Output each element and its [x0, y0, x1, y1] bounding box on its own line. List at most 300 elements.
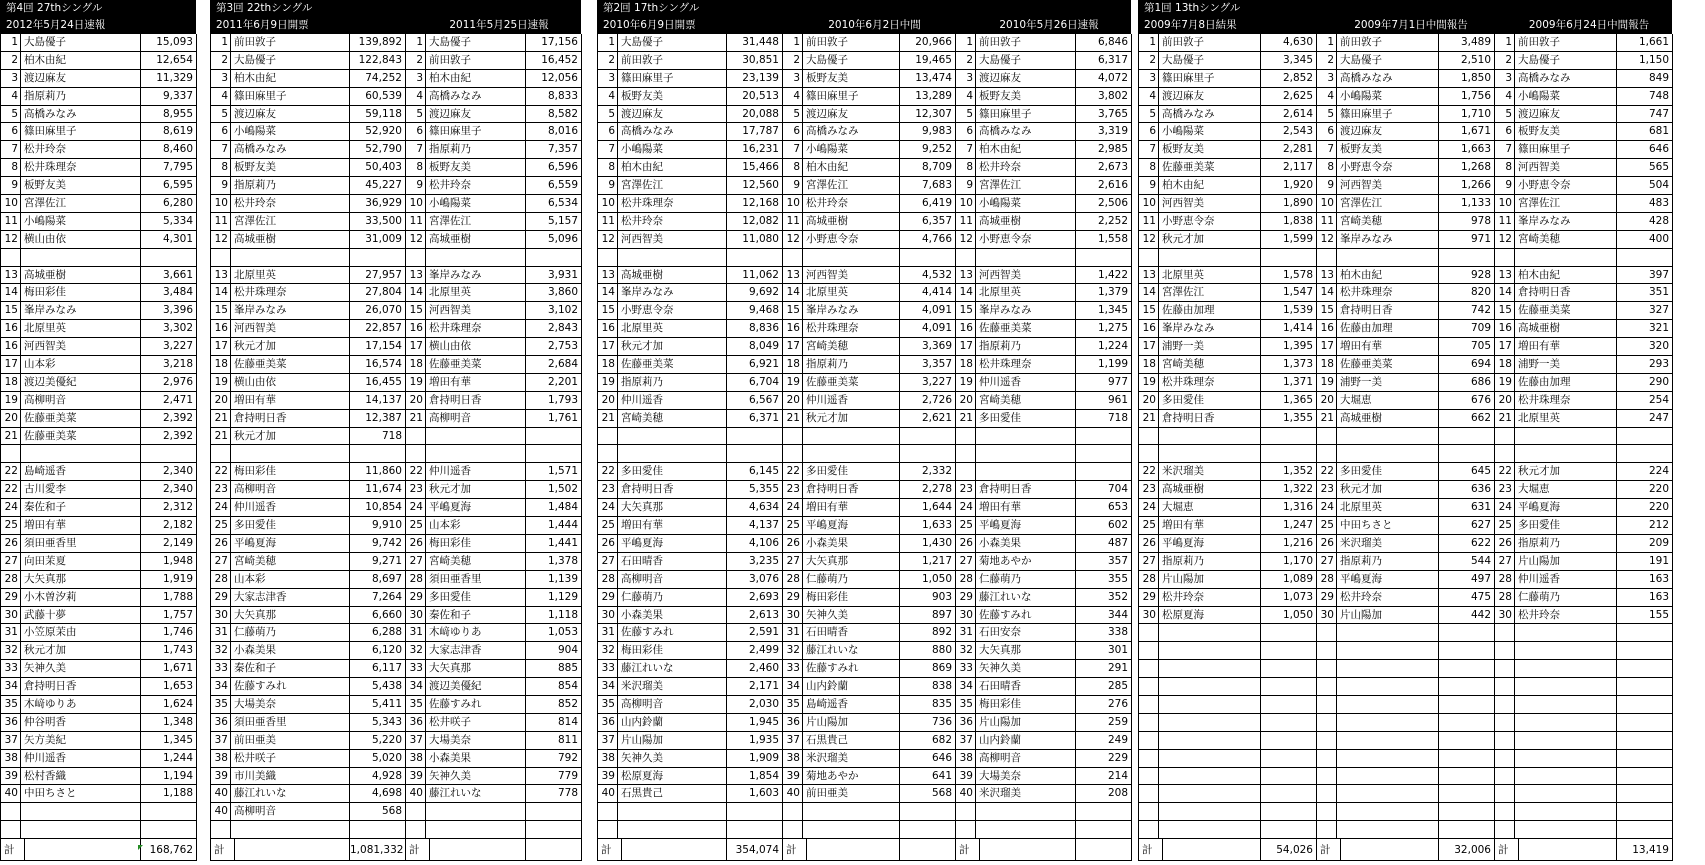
rank-cell: 19	[956, 374, 976, 391]
vote-count-cell: 1,268	[1439, 159, 1495, 176]
vote-count-cell: 6,419	[900, 195, 956, 212]
member-name-cell	[1515, 445, 1617, 462]
rank-cell	[211, 821, 231, 838]
table-row	[406, 267, 582, 285]
table-row	[1, 642, 197, 660]
member-name-cell: 大矢真那	[803, 553, 900, 570]
table-row	[1, 284, 197, 302]
member-name-cell: 河西智美	[426, 302, 526, 319]
vote-count-cell: 9,910	[350, 517, 406, 534]
member-name-cell: 秋元才加	[231, 338, 350, 355]
table-row	[1139, 481, 1317, 499]
rank-cell: 32	[956, 642, 976, 659]
rank-cell: 7	[1, 141, 21, 158]
table-row	[1317, 517, 1495, 535]
member-name-cell: 河西智美	[1337, 177, 1439, 194]
table-row	[211, 320, 406, 338]
table-row	[1, 463, 197, 481]
rank-cell: 26	[1317, 535, 1337, 552]
rank-cell: 22	[211, 463, 231, 480]
member-name-cell	[1337, 696, 1439, 713]
table-row	[211, 338, 406, 356]
rank-cell: 31	[598, 624, 618, 641]
member-name-cell: 島崎遥香	[803, 696, 900, 713]
election-title: 第3回 22thシングル	[216, 2, 313, 14]
rank-cell: 25	[956, 517, 976, 534]
vote-count-cell: 5,334	[141, 213, 197, 230]
member-name-cell: 佐藤亜美菜	[1159, 159, 1261, 176]
total-label: 計	[1139, 839, 1163, 860]
rank-cell	[1495, 249, 1515, 266]
rank-cell: 31	[406, 624, 426, 641]
member-name-cell: 高橋みなみ	[618, 123, 727, 140]
table-row	[1, 141, 197, 159]
vote-count-cell	[1076, 249, 1132, 266]
rank-cell: 12	[1139, 231, 1159, 248]
member-name-cell: 平嶋夏海	[1159, 535, 1261, 552]
table-row	[1139, 177, 1317, 195]
table-row	[598, 481, 783, 499]
table-row	[598, 696, 783, 714]
total-value	[1076, 839, 1132, 860]
rank-cell: 3	[1, 70, 21, 87]
table-row	[406, 177, 582, 195]
member-name-cell: 梅田彩佳	[231, 463, 350, 480]
table-row	[783, 803, 956, 821]
table-row	[1317, 159, 1495, 177]
table-row	[1317, 660, 1495, 678]
rank-cell: 18	[406, 356, 426, 373]
rank-cell: 1	[598, 34, 618, 51]
table-row	[406, 338, 582, 356]
vote-count-cell	[526, 428, 582, 445]
table-row	[598, 428, 783, 446]
member-name-cell: 小嶋陽菜	[803, 141, 900, 158]
member-name-cell: 秋元才加	[231, 428, 350, 445]
member-name-cell: 前田敦子	[1159, 34, 1261, 51]
rank-cell	[1139, 768, 1159, 785]
table-row	[211, 159, 406, 177]
vote-count-cell	[1261, 785, 1317, 802]
rank-cell	[1139, 678, 1159, 695]
rank-cell: 11	[783, 213, 803, 230]
table-row	[211, 785, 406, 803]
vote-count-cell: 6,288	[350, 624, 406, 641]
table-row	[783, 159, 956, 177]
vote-count-cell: 869	[900, 660, 956, 677]
member-name-cell: 渡辺美優紀	[426, 678, 526, 695]
vote-count-cell: 5,438	[350, 678, 406, 695]
rank-cell: 21	[598, 410, 618, 427]
member-name-cell	[1515, 714, 1617, 731]
member-name-cell: 佐藤亜美菜	[1337, 356, 1439, 373]
table-row	[1495, 392, 1673, 410]
table-row	[1, 410, 197, 428]
member-name-cell: 大島優子	[231, 52, 350, 69]
rank-cell	[1317, 732, 1337, 749]
member-name-cell: 片山陽加	[1337, 607, 1439, 624]
table-row	[783, 302, 956, 320]
table-row	[406, 302, 582, 320]
vote-count-cell: 1,663	[1439, 141, 1495, 158]
table-row	[1139, 52, 1317, 70]
member-name-cell: 峯岸みなみ	[803, 302, 900, 319]
rank-cell: 24	[1, 499, 21, 516]
vote-count-cell: 1,118	[526, 607, 582, 624]
table-row	[406, 249, 582, 267]
vote-count-cell: 1,757	[141, 607, 197, 624]
vote-count-cell: 565	[1617, 159, 1673, 176]
member-name-cell: 宮崎美穂	[1159, 356, 1261, 373]
vote-count-cell	[1261, 732, 1317, 749]
vote-count-cell: 977	[1076, 374, 1132, 391]
member-name-cell: 秦佐和子	[21, 499, 141, 516]
member-name-cell: 大島優子	[1515, 52, 1617, 69]
rank-cell: 17	[956, 338, 976, 355]
vote-count-cell: 1,710	[1439, 106, 1495, 123]
table-row	[1139, 141, 1317, 159]
vote-count-cell: 442	[1439, 607, 1495, 624]
member-name-cell: 小嶋陽菜	[1159, 123, 1261, 140]
rank-cell: 15	[1495, 302, 1515, 319]
vote-count-cell: 52,920	[350, 123, 406, 140]
table-row	[406, 535, 582, 553]
member-name-cell: 松井珠理奈	[976, 356, 1076, 373]
member-name-cell: 松井珠理奈	[1337, 284, 1439, 301]
member-name-cell: 石黒貴己	[618, 785, 727, 802]
report-date-bar	[210, 17, 581, 34]
rank-cell: 8	[406, 159, 426, 176]
rank-cell: 9	[783, 177, 803, 194]
vote-count-cell: 1,371	[1261, 374, 1317, 391]
table-row	[1, 803, 197, 821]
rank-cell	[1139, 642, 1159, 659]
table-row	[1317, 589, 1495, 607]
rank-cell: 15	[783, 302, 803, 319]
rank-cell: 2	[956, 52, 976, 69]
table-row	[1139, 428, 1317, 446]
rank-cell: 22	[406, 463, 426, 480]
member-name-cell: 渡辺麻友	[21, 70, 141, 87]
member-name-cell: 佐藤すみれ	[618, 624, 727, 641]
results-column	[406, 34, 582, 861]
member-name-cell: 篠田麻里子	[1515, 141, 1617, 158]
table-row	[1495, 410, 1673, 428]
rank-cell: 4	[1, 88, 21, 105]
rank-cell: 14	[1317, 284, 1337, 301]
member-name-cell: 藤江れいな	[231, 785, 350, 802]
table-row	[211, 535, 406, 553]
vote-count-cell	[1439, 660, 1495, 677]
table-row	[211, 392, 406, 410]
total-spacer	[25, 839, 141, 860]
table-row	[1495, 768, 1673, 786]
table-row	[1139, 123, 1317, 141]
vote-count-cell: 1,244	[141, 750, 197, 767]
vote-count-cell: 3,369	[900, 338, 956, 355]
vote-count-cell: 9,252	[900, 141, 956, 158]
member-name-cell: 仲川遥香	[803, 392, 900, 409]
rank-cell	[1317, 785, 1337, 802]
rank-cell: 22	[598, 463, 618, 480]
member-name-cell: 小嶋陽菜	[426, 195, 526, 212]
member-name-cell: 佐藤すみれ	[976, 607, 1076, 624]
total-row	[1, 839, 197, 861]
rank-cell	[1317, 714, 1337, 731]
vote-count-cell: 2,201	[526, 374, 582, 391]
rank-cell: 16	[783, 320, 803, 337]
vote-count-cell: 16,455	[350, 374, 406, 391]
table-row	[1, 499, 197, 517]
vote-count-cell: 1,129	[526, 589, 582, 606]
rank-cell: 7	[406, 141, 426, 158]
vote-count-cell: 1,854	[727, 768, 783, 785]
vote-count-cell: 6,595	[141, 177, 197, 194]
rank-cell: 11	[956, 213, 976, 230]
table-row	[598, 302, 783, 320]
member-name-cell: 梅田彩佳	[976, 696, 1076, 713]
rank-cell: 12	[956, 231, 976, 248]
results-columns	[597, 34, 1131, 861]
vote-count-cell: 1,050	[900, 571, 956, 588]
member-name-cell: 矢神久美	[976, 660, 1076, 677]
member-name-cell: 米沢瑠美	[1159, 463, 1261, 480]
vote-count-cell: 139,892	[350, 34, 406, 51]
rank-cell: 13	[1317, 267, 1337, 284]
rank-cell: 31	[783, 624, 803, 641]
vote-count-cell: 1,150	[1617, 52, 1673, 69]
rank-cell: 30	[1, 607, 21, 624]
member-name-cell: 中田ちさと	[21, 785, 141, 802]
member-name-cell: 倉持明日香	[1515, 284, 1617, 301]
member-name-cell	[1159, 821, 1261, 838]
vote-count-cell: 1,539	[1261, 302, 1317, 319]
rank-cell: 14	[406, 284, 426, 301]
table-row	[598, 553, 783, 571]
member-name-cell: 矢方美紀	[21, 732, 141, 749]
member-name-cell: 佐藤亜美菜	[1515, 302, 1617, 319]
member-name-cell: 秋元才加	[803, 410, 900, 427]
rank-cell: 10	[1, 195, 21, 212]
rank-cell	[956, 821, 976, 838]
vote-count-cell: 1,217	[900, 553, 956, 570]
table-row	[1139, 445, 1317, 463]
member-name-cell: 仲谷明香	[21, 714, 141, 731]
table-row	[956, 123, 1132, 141]
rank-cell: 4	[1495, 88, 1515, 105]
total-spacer	[1341, 839, 1439, 860]
table-row	[1317, 499, 1495, 517]
total-label: 計	[211, 839, 235, 860]
table-row	[1, 607, 197, 625]
table-row	[1139, 159, 1317, 177]
member-name-cell: 平嶋夏海	[1515, 499, 1617, 516]
rank-cell: 12	[1, 231, 21, 248]
member-name-cell: 山内鈴蘭	[618, 714, 727, 731]
member-name-cell: 渡辺美優紀	[21, 374, 141, 391]
rank-cell	[211, 249, 231, 266]
rank-cell: 27	[1317, 553, 1337, 570]
rank-cell: 34	[598, 678, 618, 695]
table-row	[1495, 52, 1673, 70]
member-name-cell: 松原夏海	[1159, 607, 1261, 624]
table-row	[956, 535, 1132, 553]
member-name-cell: 浦野一美	[1159, 338, 1261, 355]
member-name-cell: 松井玲奈	[1515, 607, 1617, 624]
vote-count-cell: 1,345	[141, 732, 197, 749]
member-name-cell: 指原莉乃	[976, 338, 1076, 355]
table-row	[1139, 517, 1317, 535]
rank-cell	[1139, 249, 1159, 266]
rank-cell: 4	[1139, 88, 1159, 105]
member-name-cell	[1515, 785, 1617, 802]
vote-count-cell	[900, 803, 956, 820]
vote-count-cell: 31,448	[727, 34, 783, 51]
rank-cell: 18	[211, 356, 231, 373]
vote-count-cell: 1,671	[1439, 123, 1495, 140]
rank-cell: 25	[1139, 517, 1159, 534]
table-row	[783, 535, 956, 553]
member-name-cell: 倉持明日香	[803, 481, 900, 498]
member-name-cell: 篠田麻里子	[1337, 106, 1439, 123]
rank-cell: 3	[598, 70, 618, 87]
member-name-cell: 北原里英	[21, 320, 141, 337]
member-name-cell: 木﨑ゆりあ	[21, 696, 141, 713]
table-row	[406, 768, 582, 786]
vote-count-cell: 1,502	[526, 481, 582, 498]
vote-count-cell: 5,096	[526, 231, 582, 248]
rank-cell: 28	[1495, 589, 1515, 606]
member-name-cell: 宮澤佐江	[803, 177, 900, 194]
member-name-cell: 高橋みなみ	[803, 123, 900, 140]
vote-count-cell: 7,357	[526, 141, 582, 158]
rank-cell: 28	[211, 571, 231, 588]
table-row	[956, 750, 1132, 768]
member-name-cell: 北原里英	[426, 284, 526, 301]
rank-cell	[406, 249, 426, 266]
member-name-cell: 小野恵令奈	[1515, 177, 1617, 194]
rank-cell: 9	[406, 177, 426, 194]
rank-cell: 4	[956, 88, 976, 105]
member-name-cell	[426, 821, 526, 838]
table-row	[783, 428, 956, 446]
vote-count-cell	[141, 821, 197, 838]
vote-count-cell: 718	[350, 428, 406, 445]
table-row	[1495, 88, 1673, 106]
vote-count-cell: 1,379	[1076, 284, 1132, 301]
rank-cell: 1	[406, 34, 426, 51]
table-row	[1317, 267, 1495, 285]
rank-cell	[598, 428, 618, 445]
rank-cell: 33	[783, 660, 803, 677]
table-row	[956, 159, 1132, 177]
table-row	[783, 249, 956, 267]
rank-cell: 38	[1, 750, 21, 767]
table-row	[1, 392, 197, 410]
table-row	[1139, 499, 1317, 517]
table-row	[783, 517, 956, 535]
vote-count-cell: 3,765	[1076, 106, 1132, 123]
rank-cell: 29	[211, 589, 231, 606]
member-name-cell: 小森美果	[976, 535, 1076, 552]
table-row	[598, 249, 783, 267]
table-row	[1495, 607, 1673, 625]
table-row	[1139, 589, 1317, 607]
table-row	[211, 213, 406, 231]
table-row	[1, 821, 197, 839]
vote-count-cell: 7,683	[900, 177, 956, 194]
rank-cell: 34	[1, 678, 21, 695]
rank-cell	[1495, 785, 1515, 802]
table-row	[1495, 267, 1673, 285]
total-row	[783, 839, 956, 861]
rank-cell: 37	[1, 732, 21, 749]
member-name-cell: 河西智美	[803, 267, 900, 284]
vote-count-cell: 1,053	[526, 624, 582, 641]
member-name-cell: 篠田麻里子	[1159, 70, 1261, 87]
rank-cell: 15	[211, 302, 231, 319]
table-row	[406, 499, 582, 517]
table-row	[956, 642, 1132, 660]
vote-count-cell: 1,920	[1261, 177, 1317, 194]
member-name-cell: 板野友美	[231, 159, 350, 176]
member-name-cell: 片山陽加	[1515, 553, 1617, 570]
rank-cell: 11	[1139, 213, 1159, 230]
rank-cell: 16	[1139, 320, 1159, 337]
table-row	[1, 267, 197, 285]
vote-count-cell	[1439, 445, 1495, 462]
vote-count-cell: 880	[900, 642, 956, 659]
vote-count-cell: 2,117	[1261, 159, 1317, 176]
table-row	[1495, 696, 1673, 714]
results-columns	[210, 34, 581, 861]
rank-cell: 8	[1139, 159, 1159, 176]
vote-count-cell: 229	[1076, 750, 1132, 767]
vote-count-cell: 4,091	[900, 302, 956, 319]
table-row	[1139, 320, 1317, 338]
rank-cell	[1, 445, 21, 462]
table-row	[1317, 249, 1495, 267]
member-name-cell: 高城亜樹	[803, 213, 900, 230]
table-row	[211, 553, 406, 571]
rank-cell: 21	[1139, 410, 1159, 427]
table-row	[598, 803, 783, 821]
member-name-cell	[1515, 678, 1617, 695]
election-title: 第2回 17thシングル	[603, 2, 700, 14]
member-name-cell	[1515, 660, 1617, 677]
member-name-cell: 渡辺麻友	[618, 106, 727, 123]
rank-cell: 19	[1317, 374, 1337, 391]
vote-count-cell: 6,921	[727, 356, 783, 373]
table-row	[211, 428, 406, 446]
member-name-cell: 浦野一美	[1515, 356, 1617, 373]
rank-cell	[1495, 768, 1515, 785]
vote-count-cell: 8,697	[350, 571, 406, 588]
member-name-cell: 藤江れいな	[618, 660, 727, 677]
table-row	[1, 428, 197, 446]
vote-count-cell: 259	[1076, 714, 1132, 731]
vote-count-cell: 820	[1439, 284, 1495, 301]
vote-count-cell: 1,348	[141, 714, 197, 731]
rank-cell: 13	[1495, 267, 1515, 284]
rank-cell	[1139, 732, 1159, 749]
rank-cell: 28	[406, 571, 426, 588]
table-row	[1495, 320, 1673, 338]
rank-cell: 22	[1, 463, 21, 480]
table-row	[1, 517, 197, 535]
vote-count-cell: 2,684	[526, 356, 582, 373]
vote-count-cell: 736	[900, 714, 956, 731]
